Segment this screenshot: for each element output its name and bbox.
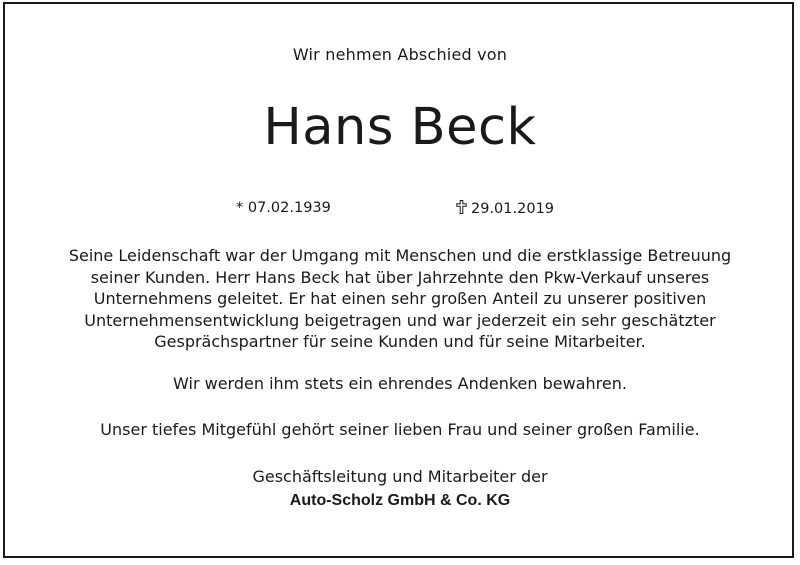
intro-text: Wir nehmen Abschied von: [292, 45, 508, 64]
company-name: Auto-Scholz GmbH & Co. KG: [289, 492, 511, 509]
tribute-paragraph: [0, 245, 800, 353]
birth-date: * 07.02.1939: [236, 200, 331, 216]
death-date: 29.01.2019: [471, 201, 555, 217]
tribute-line: Unternehmensentwicklung beigetragen und war jederzeit ein sehr geschätzter: [84, 310, 716, 330]
tribute-line: Gesprächspartner für seine Kunden und für seine Mitarbeiter.: [154, 332, 646, 352]
latin-cross-icon: [456, 200, 467, 214]
tribute-line: seiner Kunden. Herr Hans Beck hat über Jahrzehnte den Pkw-Verkauf unseres: [90, 267, 710, 287]
tribute-line: Seine Leidenschaft war der Umgang mit Menschen und die erstklassige Betreuung: [68, 246, 732, 265]
remembrance-text: Wir werden ihm stets ein ehrendes Andenken bewahren.: [173, 374, 627, 393]
signoff-text: Geschäftsleitung und Mitarbeiter der: [252, 467, 548, 486]
death-date-group: [456, 200, 554, 217]
tribute-line: Unternehmens geleitet. Er hat einen sehr großen Anteil zu unserer positiven: [93, 289, 707, 309]
sympathy-text: Unser tiefes Mitgefühl gehört seiner lieben Frau und seiner großen Familie.: [100, 420, 700, 439]
deceased-name: Hans Beck: [263, 98, 537, 157]
